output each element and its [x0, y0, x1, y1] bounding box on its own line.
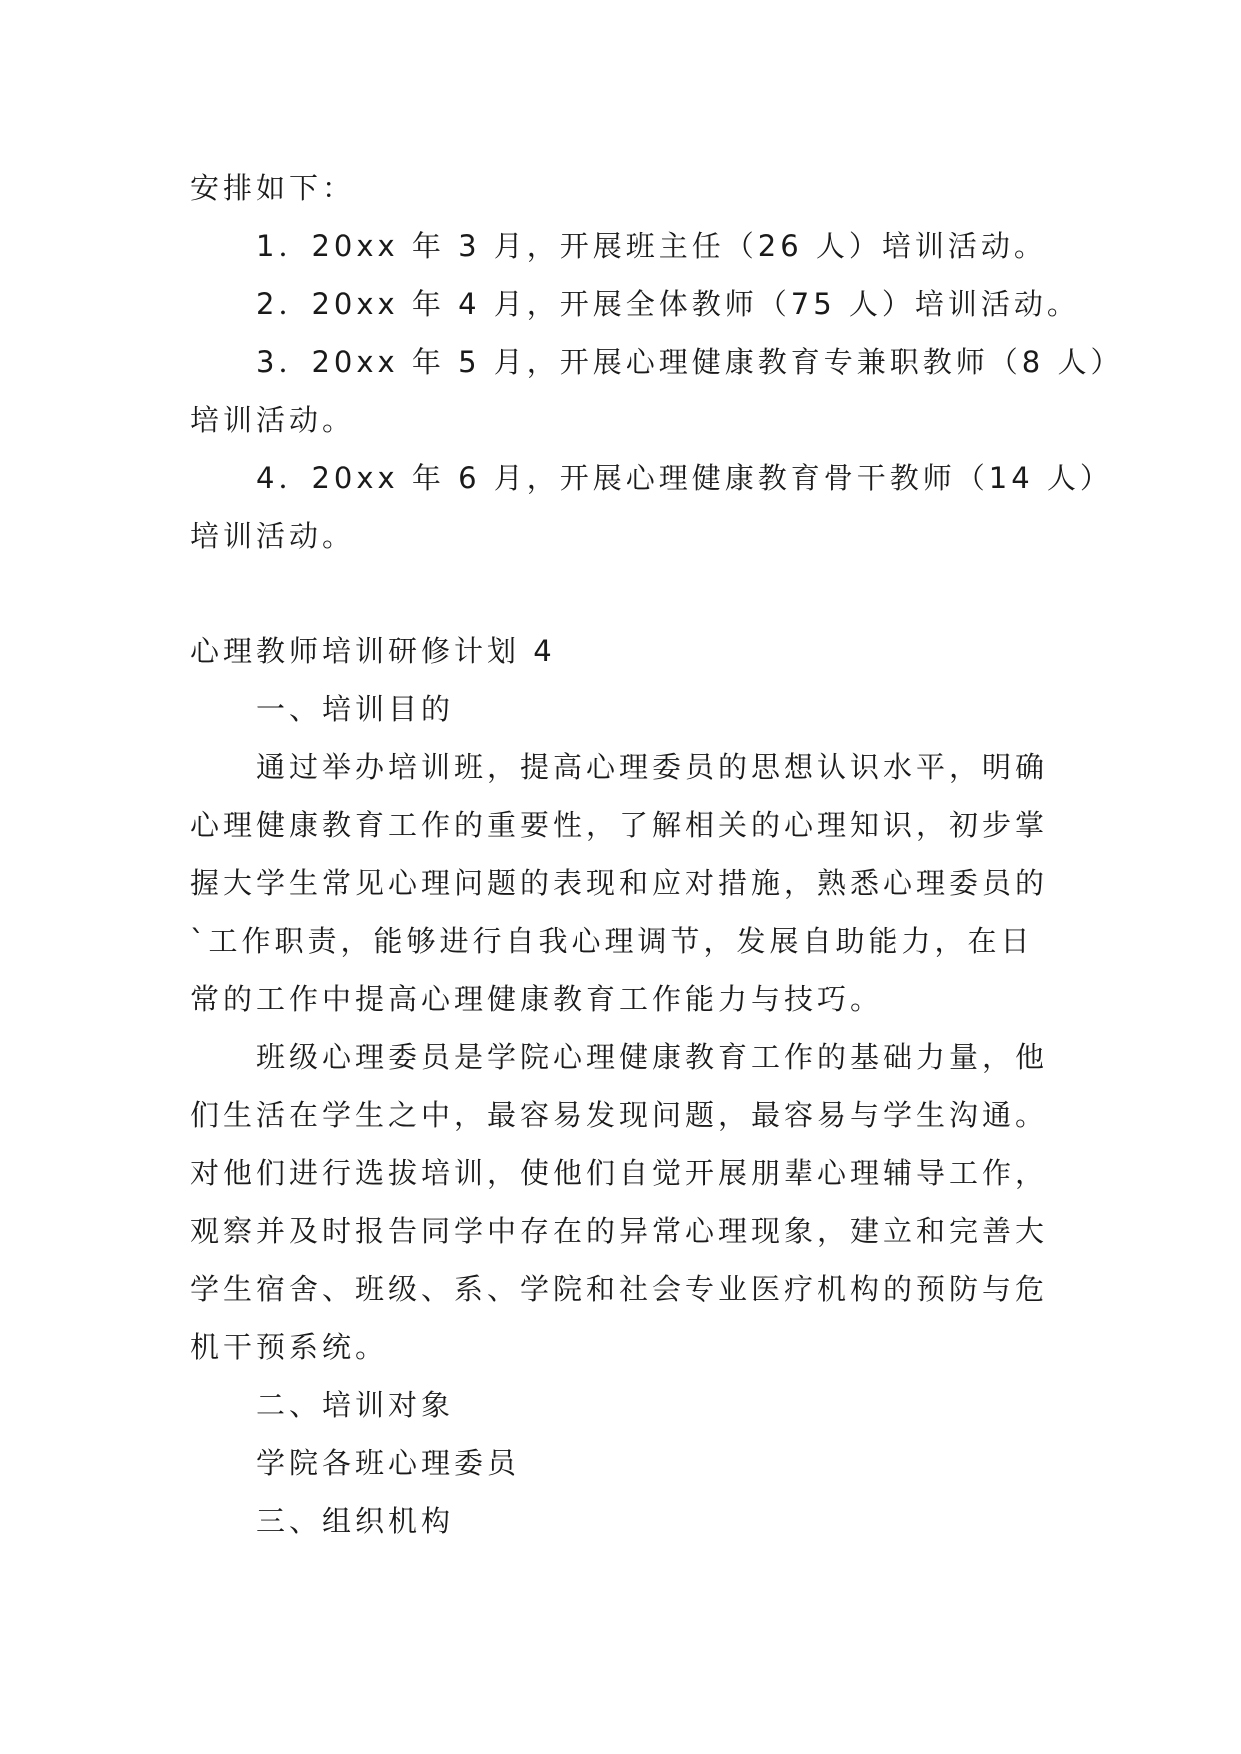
role-paragraph-line: 机干预系统。	[190, 1330, 389, 1364]
schedule-item-2: 2．20xx 年 4 月，开展全体教师（75 人）培训活动。	[256, 287, 1080, 321]
heading-organization: 三、组织机构	[256, 1504, 455, 1538]
role-paragraph-line: 们生活在学生之中，最容易发现问题，最容易与学生沟通。	[190, 1098, 1049, 1132]
schedule-item-4-continued: 培训活动。	[190, 519, 356, 553]
role-paragraph-line: 对他们进行选拔培训，使他们自觉开展朋辈心理辅导工作，	[190, 1156, 1049, 1190]
section-title: 心理教师培训研修计划 4	[190, 634, 556, 668]
purpose-paragraph-line: 心理健康教育工作的重要性，了解相关的心理知识，初步掌	[190, 808, 1049, 842]
role-paragraph-line: 观察并及时报告同学中存在的异常心理现象，建立和完善大	[190, 1214, 1049, 1248]
schedule-item-4: 4．20xx 年 6 月，开展心理健康教育骨干教师（14 人）	[256, 461, 1113, 495]
schedule-item-3: 3．20xx 年 5 月，开展心理健康教育专兼职教师（8 人）	[256, 345, 1124, 379]
purpose-paragraph-line: `工作职责，能够进行自我心理调节，发展自助能力，在日	[190, 924, 1034, 958]
training-schedule-section	[190, 159, 1124, 565]
schedule-item-3-continued: 培训活动。	[190, 403, 356, 437]
role-paragraph-line: 学生宿舍、班级、系、学院和社会专业医疗机构的预防与危	[190, 1272, 1049, 1306]
training-target-text: 学院各班心理委员	[256, 1446, 521, 1480]
heading-training-purpose: 一、培训目的	[256, 692, 455, 726]
plan-4-section	[190, 622, 1075, 1550]
heading-training-target: 二、培训对象	[256, 1388, 455, 1422]
purpose-paragraph-line: 通过举办培训班，提高心理委员的思想认识水平，明确	[256, 750, 1049, 784]
purpose-paragraph-line: 握大学生常见心理问题的表现和应对措施，熟悉心理委员的	[190, 866, 1049, 900]
role-paragraph-line: 班级心理委员是学院心理健康教育工作的基础力量，他	[256, 1040, 1049, 1074]
schedule-intro: 安排如下：	[190, 171, 356, 205]
schedule-item-1: 1．20xx 年 3 月，开展班主任（26 人）培训活动。	[256, 229, 1047, 263]
purpose-paragraph-line: 常的工作中提高心理健康教育工作能力与技巧。	[190, 982, 884, 1016]
